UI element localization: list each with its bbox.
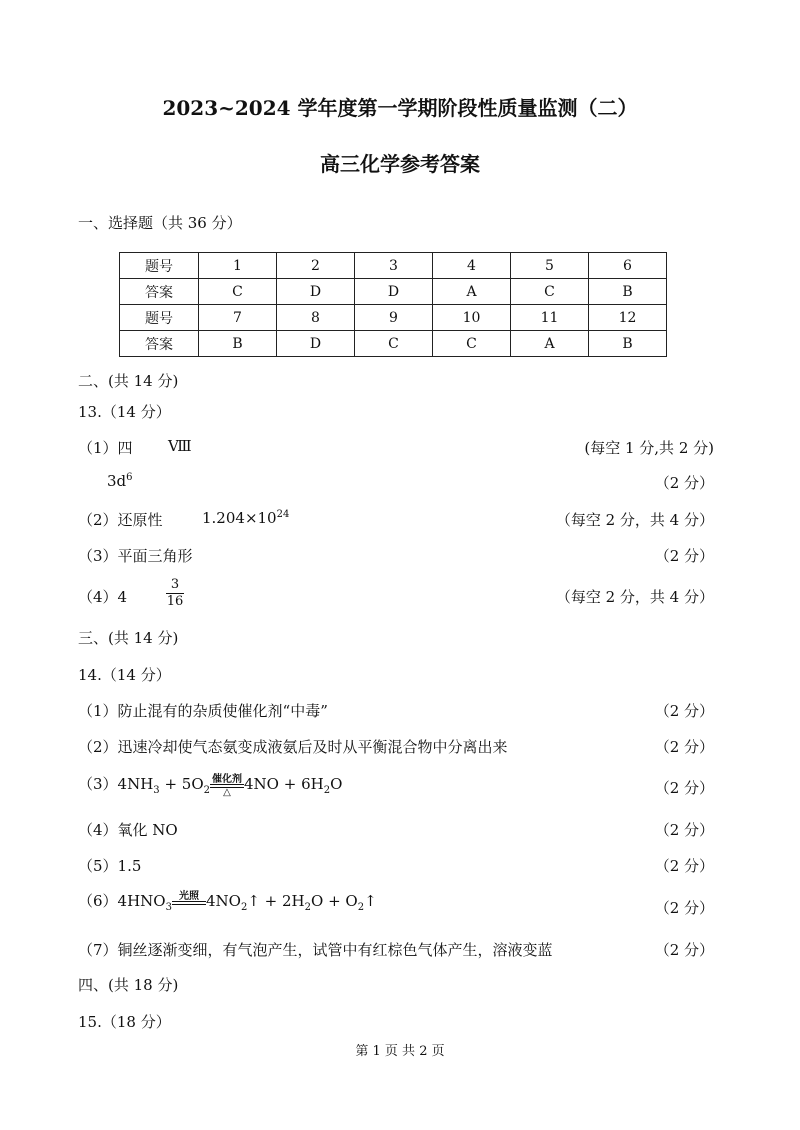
row-header-cell: 题号 <box>120 305 199 331</box>
table-cell: 12 <box>589 305 667 331</box>
q13-3-score: （2 分） <box>654 547 714 565</box>
document-subtitle: 高三化学参考答案 <box>320 152 480 176</box>
q14-5-score: （2 分） <box>654 857 714 875</box>
table-cell: A <box>433 279 511 305</box>
table-cell: 7 <box>199 305 277 331</box>
q15-heading: 15.（18 分） <box>78 1013 171 1031</box>
row-header-cell: 题号 <box>120 253 199 279</box>
section-3-heading: 三、(共 14 分) <box>78 629 179 647</box>
q14-5-text: （5）1.5 <box>78 857 142 875</box>
table-cell: D <box>277 279 355 305</box>
section-1-heading: 一、选择题（共 36 分） <box>78 214 242 232</box>
table-cell: C <box>355 331 433 357</box>
table-row <box>120 331 667 357</box>
table-cell: 2 <box>277 253 355 279</box>
table-cell: 9 <box>355 305 433 331</box>
table-cell: D <box>355 279 433 305</box>
table-cell: B <box>589 279 667 305</box>
table-cell: B <box>589 331 667 357</box>
table-cell: D <box>277 331 355 357</box>
q13-2-answer: $1.204\times 10^{24}$ <box>202 509 290 527</box>
table-cell: 11 <box>511 305 589 331</box>
table-cell: 5 <box>511 253 589 279</box>
q13-4-fraction <box>166 578 184 609</box>
table-cell: C <box>433 331 511 357</box>
q13-3-text: （3）平面三角形 <box>78 547 193 565</box>
table-row <box>120 305 667 331</box>
q14-2-text: （2）迅速冷却使气态氨变成液氨后及时从平衡混合物中分离出来 <box>78 738 508 756</box>
fraction-numerator: 3 <box>170 577 180 592</box>
table-cell: 4 <box>433 253 511 279</box>
fraction-denominator: 16 <box>166 594 184 609</box>
section-4-heading: 四、(共 18 分) <box>78 976 179 994</box>
q13-1-answer: Ⅷ <box>168 437 192 455</box>
table-cell: C <box>511 279 589 305</box>
table-cell: 1 <box>199 253 277 279</box>
table-row <box>120 253 667 279</box>
table-cell: 10 <box>433 305 511 331</box>
reaction-condition-arrow: 光照 <box>172 887 206 917</box>
q14-6-equation: $(6)4HNO_3$ 光照 $4NO_2↑ + 2H_2O$ + $O_2↑$ <box>78 887 377 917</box>
q14-2-score: （2 分） <box>654 738 714 756</box>
table-cell: 3 <box>355 253 433 279</box>
q14-4-score: （2 分） <box>654 821 714 839</box>
table-cell: C <box>199 279 277 305</box>
q13-4-label: （4）4 <box>78 588 128 606</box>
table-cell: B <box>199 331 277 357</box>
q13-4-score: （每空 2 分，共 4 分） <box>555 588 714 606</box>
q14-7-text: （7）铜丝逐渐变细，有气泡产生，试管中有红棕色气体产生，溶液变蓝 <box>78 941 553 959</box>
q14-4-text: （4）氧化 NO <box>78 821 178 839</box>
q14-3-equation: $(3)4NH_3 + 5O_2$ 催化剂 △ $4NO + 6H_2O$ <box>78 770 342 800</box>
page-footer: 第 1 页 共 2 页 <box>355 1044 445 1059</box>
q13-2-score: （每空 2 分，共 4 分） <box>555 511 714 529</box>
q14-heading: 14.（14 分） <box>78 666 171 684</box>
table-cell: 6 <box>589 253 667 279</box>
q14-6-score: （2 分） <box>654 899 714 917</box>
q14-1-text: （1）防止混有的杂质使催化剂“中毒” <box>78 702 328 720</box>
q13-1-label: （1）四 <box>78 439 133 457</box>
q13-1-score: (每空 1 分,共 2 分) <box>584 439 714 457</box>
section-2-heading: 二、(共 14 分) <box>78 372 179 390</box>
row-header-cell: 答案 <box>120 331 199 357</box>
reaction-condition-arrow: 催化剂 △ <box>212 774 242 798</box>
table-cell: 8 <box>277 305 355 331</box>
document-title: 2023~2024 学年度第一学期阶段性质量监测（二） <box>162 96 638 120</box>
q13-1b-score: （2 分） <box>654 474 714 492</box>
q13-2-label: （2）还原性 <box>78 511 163 529</box>
q14-7-score: （2 分） <box>654 941 714 959</box>
q14-3-score: （2 分） <box>654 779 714 797</box>
q13-1b-answer: $3d^6$ <box>107 472 133 490</box>
table-row <box>120 279 667 305</box>
q14-1-score: （2 分） <box>654 702 714 720</box>
q13-heading: 13.（14 分） <box>78 403 171 421</box>
row-header-cell: 答案 <box>120 279 199 305</box>
table-cell: A <box>511 331 589 357</box>
answer-table <box>119 252 667 357</box>
